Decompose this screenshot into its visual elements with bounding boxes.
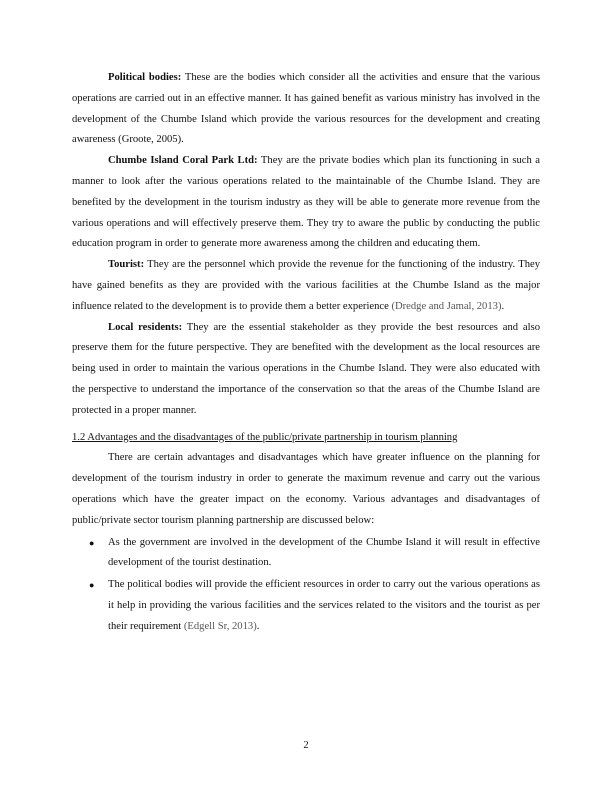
- term-chumbe-island-coral-park: Chumbe Island Coral Park Ltd:: [108, 155, 258, 167]
- term-tourist: Tourist:: [108, 259, 145, 271]
- page-number: 2: [303, 740, 309, 751]
- paragraph-text: They are the personnel which provide the revenue for the functioning of the industry. They have gained benefits as they are provided with the various facilities at the Chumbe Island as the major influence related to the development is to provide them a better experience: [72, 259, 540, 312]
- paragraph-local-residents: [72, 318, 540, 422]
- citation: (Dredge and Jamal, 2013): [391, 300, 502, 312]
- term-political-bodies: Political bodies:: [108, 72, 182, 83]
- paragraph-text: They are the essential stakeholder as they provide the best resources and also preserve them for the future perspective. They are benefited with the development as the local resources are being used in order to maintain the various operations in the Chumbe Island. They were also educated with the perspective to understand the importance of the conservation so that the areas of the Chumbe Island are protected in a proper manner.: [72, 321, 540, 416]
- bullet-list: [72, 533, 540, 638]
- paragraph-text: These are the bodies which consider all the activities and ensure that the various operations are carried out in an effective manner. It has gained benefit as various ministry has involved in the development of the Chumbe Island which provide the various resources for the development and creating awareness (Groote, 2005).: [72, 72, 540, 146]
- page-content: [72, 68, 540, 638]
- paragraph-political-bodies: [72, 68, 540, 151]
- paragraph-text-end: .: [501, 300, 505, 312]
- paragraph-text: They are the private bodies which plan its functioning in such a manner to look after the various operations related to the maintainable of the Chumbe Island. They are benefited by the development in the tourism industry as they will be able to generate more revenue from the various operations and will effectively preserve them. They try to aware the public by conducting the public education program in order to generate more awareness among the children and educating them.: [72, 155, 540, 250]
- paragraph-tourist: [72, 255, 540, 317]
- bullet-icon: ●: [89, 580, 95, 591]
- paragraph-chumbe-island-coral-park: [72, 151, 540, 255]
- list-item-text: As the government are involved in the development of the Chumbe Island it will result in effective development of the tourist destination.: [108, 536, 540, 569]
- list-item-text-end: .: [256, 620, 260, 632]
- list-item-text: The political bodies will provide the efficient resources in order to carry out the various operations as it help in providing the various facilities and the services related to the visitors and the tourist as per their requirement: [108, 579, 540, 632]
- citation: (Edgell Sr, 2013): [183, 620, 257, 632]
- section-heading: 1.2 Advantages and the disadvantages of the public/private partnership in tourism planning: [72, 431, 458, 443]
- term-local-residents: Local residents:: [108, 321, 183, 333]
- list-item: [72, 575, 540, 637]
- section-intro-paragraph: There are certain advantages and disadvantages which have greater influence on the planning for development of the tourism industry in order to generate the maximum revenue and carry out the various operations which have the greater impact on the economy. Various advantages and disadvantages of public/private sector tourism planning partnership are discussed below:: [72, 452, 540, 526]
- list-item: [72, 533, 540, 575]
- bullet-icon: ●: [89, 537, 95, 548]
